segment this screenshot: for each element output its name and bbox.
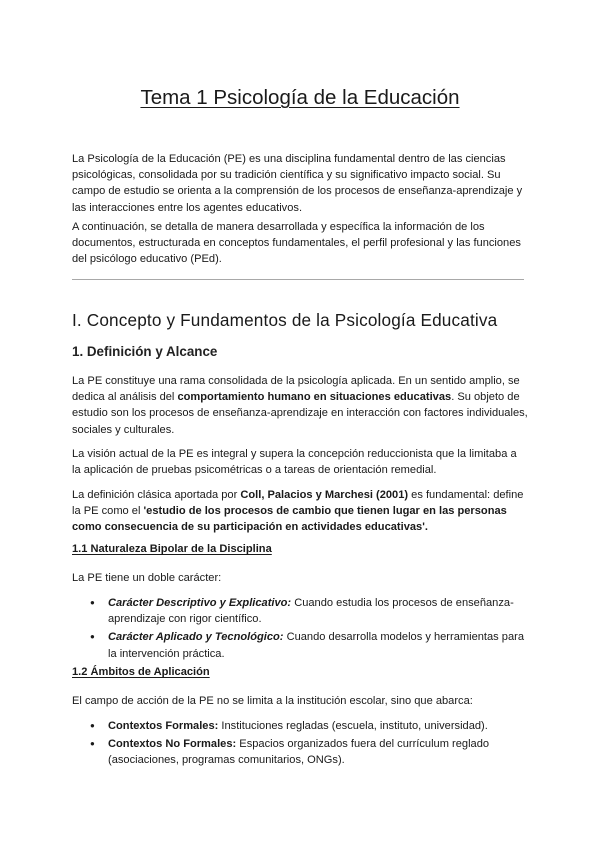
bullet-icon: ● (90, 598, 95, 607)
list-item-term: Contextos Formales: (108, 720, 219, 732)
subsection-heading-ambitos: 1.2 Ámbitos de Aplicación (72, 666, 210, 678)
list-item-text: Instituciones regladas (escuela, instituto, universidad). (218, 720, 488, 732)
intro-text-1: La Psicología de la Educación (PE) es una disciplina fundamental dentro de las ciencias psicológicas, consolidada por su tradición científica y su significativo impacto social. Su campo de estudio se orienta a la comprensión de los procesos de enseñanza-aprendizaje y las interacciones entre los agentes educativos. (72, 153, 523, 214)
subsection-heading-bipolar: 1.1 Naturaleza Bipolar de la Disciplina (72, 543, 272, 555)
definition-paragraph-1 (72, 373, 528, 438)
author-citation: Coll, Palacios y Marchesi (2001) (240, 489, 409, 501)
paragraph-text: La visión actual de la PE es integral y supera la concepción reduccionista que la limitaba a la aplicación de pruebas psicométricas o a tareas de orientación remedial. (72, 448, 517, 477)
list-item-text: Cuando estudia los procesos de enseñanza-aprendizaje con rigor científico. (108, 597, 514, 626)
text-segment: es fundamental: define la PE como el (72, 489, 524, 518)
bold-phrase: comportamiento humano en situaciones educativas (177, 391, 452, 404)
paragraph-text: La PE tiene un doble carácter: (72, 572, 222, 584)
list-item (72, 736, 528, 768)
list-item-text: Espacios organizados fuera del currículum reglado (asociaciones, programas comunitarios, ONGs). (108, 738, 490, 767)
text-segment: La definición clásica aportada por (72, 489, 241, 501)
list-item (72, 629, 528, 661)
definition-paragraph-2 (72, 446, 528, 478)
paragraph-text: El campo de acción de la PE no se limita a la institución escolar, sino que abarca: (72, 695, 473, 707)
section-heading: I. Concepto y Fundamentos de la Psicología Educativa (72, 310, 498, 330)
bipolar-intro (72, 570, 528, 586)
definition-paragraph-3 (72, 487, 528, 536)
list-item-text: Cuando desarrolla modelos y herramientas para la intervención práctica. (108, 631, 524, 660)
definition-quote: 'estudio de los procesos de cambio que tienen lugar en las personas como consecuencia de su participación en actividades educativas'. (72, 505, 507, 534)
ambitos-intro (72, 693, 528, 709)
bullet-icon: ● (90, 632, 95, 642)
ambitos-list (72, 718, 528, 771)
horizontal-divider (72, 279, 524, 280)
list-item-term: Contextos No Formales: (108, 738, 237, 751)
bullet-icon: ● (90, 739, 95, 749)
intro-paragraph-2 (72, 219, 528, 268)
subsection-heading-definition: 1. Definición y Alcance (72, 344, 218, 359)
text-segment: La PE constituye una rama consolidada de la psicología aplicada. En un sentido amplio, se dedica al análisis del (72, 375, 520, 404)
intro-text-2: A continuación, se detalla de manera desarrollada y específica la información de los documentos, estructurada en conceptos fundamentales, el perfil profesional y las funciones del psicólogo educativo (PEd). (72, 221, 521, 266)
list-item (72, 718, 528, 734)
list-item-term: Carácter Descriptivo y Explicativo: (108, 597, 292, 609)
list-item-term: Carácter Aplicado y Tecnológico: (108, 631, 284, 644)
list-item (72, 595, 528, 627)
text-segment: . Su objeto de estudio son los procesos de enseñanza-aprendizaje en interacción con factores individuales, sociales y culturales. (72, 391, 528, 436)
intro-paragraph-1 (72, 151, 528, 216)
bipolar-list (72, 595, 528, 664)
bullet-icon: ● (90, 721, 95, 730)
document-title: Tema 1 Psicología de la Educación (140, 86, 460, 109)
